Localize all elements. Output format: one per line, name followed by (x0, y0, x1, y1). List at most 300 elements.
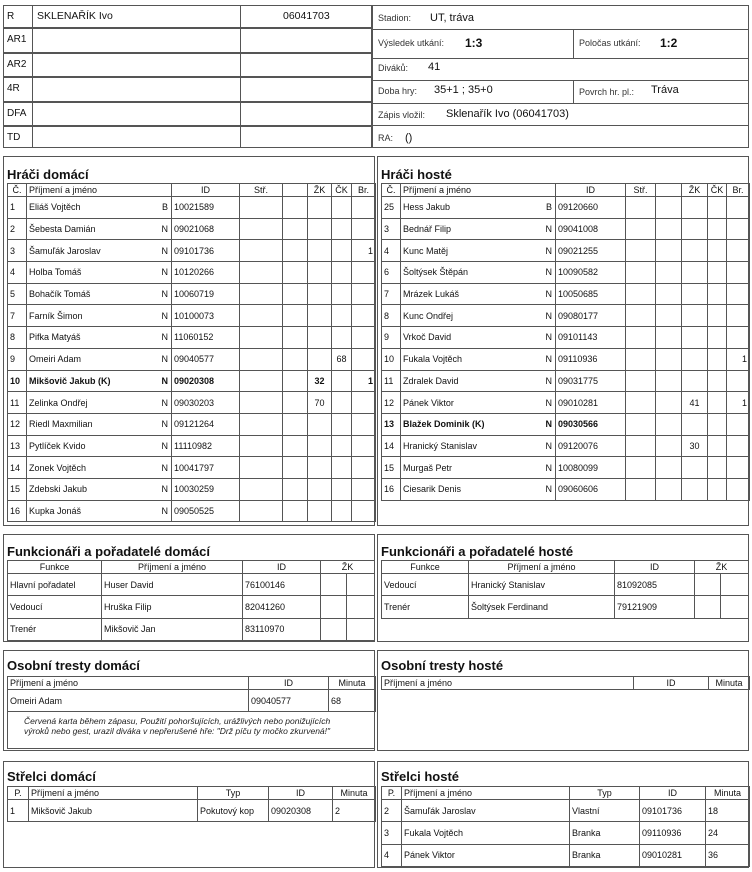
penalty-id: 09040577 (249, 690, 329, 712)
player-name: Vrkoč David (403, 332, 452, 343)
scorer-p: 4 (382, 844, 402, 866)
table-row (8, 218, 376, 240)
player-ck (708, 413, 727, 435)
stadium-label: Stadion: (378, 13, 412, 23)
player-extra (656, 197, 682, 219)
ra-value: () (405, 132, 413, 144)
scorer-id: 09020308 (269, 800, 333, 822)
table-row (8, 500, 376, 522)
player-name-cell (27, 392, 172, 414)
player-extra (283, 262, 308, 284)
functionaries-home-table (7, 560, 375, 641)
player-str (240, 500, 283, 522)
player-br (727, 218, 750, 240)
player-id: 09060606 (556, 478, 626, 500)
player-extra (283, 413, 308, 435)
player-id: 09110936 (556, 348, 626, 370)
scorer-type: Pokutový kop (198, 800, 269, 822)
player-id: 11110982 (172, 435, 240, 457)
player-zk (682, 240, 708, 262)
player-num: 3 (382, 218, 401, 240)
function-extra (347, 618, 375, 640)
table-row (8, 283, 376, 305)
table-row (8, 197, 376, 219)
ra-label: RA: (378, 133, 394, 143)
table-row (382, 844, 750, 866)
surface-value: Tráva (651, 84, 679, 96)
player-str (240, 435, 283, 457)
function-role: Trenér (382, 596, 469, 618)
col-p: P. (8, 787, 29, 800)
scorer-name: Šamuľák Jaroslav (402, 800, 570, 822)
player-name-cell (27, 327, 172, 349)
official-name-cell (32, 77, 241, 102)
official-id-cell (240, 77, 372, 102)
player-str (626, 413, 656, 435)
player-extra (656, 305, 682, 327)
player-str (240, 392, 283, 414)
player-str (626, 262, 656, 284)
player-ck (708, 305, 727, 327)
official-role: R (7, 11, 15, 22)
player-ck (332, 435, 352, 457)
player-zk (308, 283, 332, 305)
player-name: Farník Šimon (29, 310, 83, 321)
player-id: 10100073 (172, 305, 240, 327)
player-name: Hess Jakub (403, 202, 451, 213)
player-num: 9 (8, 348, 27, 370)
table-row (382, 435, 750, 457)
player-zk (308, 500, 332, 522)
player-zk (682, 305, 708, 327)
penalties-away-title: Osobní tresty hosté (381, 658, 504, 673)
player-flag: N (161, 419, 168, 430)
player-str (240, 197, 283, 219)
player-num: 10 (382, 348, 401, 370)
player-str (240, 478, 283, 500)
col-str: Stř. (240, 184, 283, 197)
table-row (8, 262, 376, 284)
function-extra (347, 596, 375, 618)
player-id: 11060152 (172, 327, 240, 349)
table-row (382, 574, 749, 596)
player-ck: 68 (332, 348, 352, 370)
player-name-cell (27, 197, 172, 219)
player-str (626, 348, 656, 370)
player-flag: N (545, 354, 552, 365)
col-id: ID (615, 561, 695, 574)
player-name: Bohačík Tomáš (29, 289, 91, 300)
player-br (727, 413, 750, 435)
table-row (8, 478, 376, 500)
table-row (382, 822, 750, 844)
function-zk (321, 574, 347, 596)
player-extra (283, 457, 308, 479)
table-row (382, 348, 750, 370)
player-br: 1 (727, 392, 750, 414)
player-br: 1 (352, 240, 376, 262)
table-row (382, 800, 750, 822)
player-name-cell (401, 457, 556, 479)
col-zk: ŽK (308, 184, 332, 197)
penalty-name: Omeiri Adam (8, 690, 249, 712)
player-ck (708, 348, 727, 370)
player-br (352, 283, 376, 305)
player-id: 10021589 (172, 197, 240, 219)
function-zk (321, 618, 347, 640)
player-id: 09101736 (172, 240, 240, 262)
player-extra (283, 478, 308, 500)
player-name-cell (401, 240, 556, 262)
table-row (382, 457, 750, 479)
player-id: 09021255 (556, 240, 626, 262)
table-row (8, 596, 375, 618)
official-role: AR1 (7, 34, 27, 45)
scorer-minute: 24 (706, 822, 750, 844)
player-num: 5 (8, 283, 27, 305)
player-str (240, 348, 283, 370)
player-flag: N (545, 419, 552, 430)
function-zk (321, 596, 347, 618)
player-extra (283, 435, 308, 457)
player-br (352, 435, 376, 457)
player-num: 14 (382, 435, 401, 457)
table-row (8, 690, 376, 712)
player-br (727, 283, 750, 305)
player-num: 16 (8, 500, 27, 522)
player-id: 09101143 (556, 327, 626, 349)
col-id: ID (556, 184, 626, 197)
player-str (240, 305, 283, 327)
function-extra (721, 596, 749, 618)
player-br (352, 262, 376, 284)
player-extra (283, 240, 308, 262)
player-ck (332, 262, 352, 284)
player-id: 09120660 (556, 197, 626, 219)
col-name: Příjmení a jméno (27, 184, 172, 197)
col-num: Č. (8, 184, 27, 197)
scorers-away-table (381, 786, 750, 867)
col-name: Příjmení a jméno (402, 787, 570, 800)
scorer-name: Fukala Vojtěch (402, 822, 570, 844)
player-id: 09010281 (556, 392, 626, 414)
table-row (382, 327, 750, 349)
player-br (352, 457, 376, 479)
table-row (8, 370, 376, 392)
player-num: 6 (382, 262, 401, 284)
player-flag: N (545, 332, 552, 343)
functionaries-home-title: Funkcionáři a pořadatelé domácí (7, 544, 210, 559)
scorer-id: 09010281 (640, 844, 706, 866)
player-zk (308, 348, 332, 370)
table-row (382, 392, 750, 414)
player-name-cell (27, 348, 172, 370)
function-id: 79121909 (615, 596, 695, 618)
player-flag: N (161, 354, 168, 365)
function-id: 82041260 (243, 596, 321, 618)
player-ck (708, 283, 727, 305)
player-extra (283, 327, 308, 349)
player-id: 10050685 (556, 283, 626, 305)
player-name: Zelinka Ondřej (29, 397, 88, 408)
player-zk (308, 262, 332, 284)
player-br (352, 348, 376, 370)
official-name: SKLENAŘÍK Ivo (37, 10, 113, 22)
player-extra (283, 370, 308, 392)
col-name: Příjmení a jméno (8, 677, 249, 690)
player-extra (656, 478, 682, 500)
player-num: 25 (382, 197, 401, 219)
player-str (240, 327, 283, 349)
player-ck (708, 478, 727, 500)
player-ck (332, 218, 352, 240)
scorer-minute: 36 (706, 844, 750, 866)
player-extra (656, 457, 682, 479)
player-zk (308, 218, 332, 240)
player-flag: B (545, 202, 552, 213)
player-id: 09041008 (556, 218, 626, 240)
player-name-cell (27, 283, 172, 305)
player-num: 15 (382, 457, 401, 479)
player-name-cell (401, 197, 556, 219)
scorer-p: 2 (382, 800, 402, 822)
result-label: Výsledek utkání: (378, 38, 445, 48)
player-ck (708, 392, 727, 414)
player-flag: N (545, 397, 552, 408)
player-ck (332, 392, 352, 414)
player-br (727, 478, 750, 500)
official-name-cell (32, 102, 241, 126)
function-name: Šoltýsek Ferdinand (469, 596, 615, 618)
player-ck (708, 435, 727, 457)
players-home-title: Hráči domácí (7, 167, 89, 182)
player-name-cell (27, 262, 172, 284)
player-flag: N (545, 375, 552, 386)
table-row (8, 305, 376, 327)
player-str (626, 435, 656, 457)
player-br (352, 500, 376, 522)
official-id-cell (240, 102, 372, 126)
official-name-cell (32, 53, 241, 77)
penalty-note: Červená karta během zápasu, Použití pohoršujících, urážlivých nebo ponižujících výroků nebo gest, urazil diváka v nepřerušené hře: "Drž píču ty močko zkurvená!" (24, 716, 331, 736)
functionaries-away-section (377, 534, 749, 642)
player-num: 1 (8, 197, 27, 219)
player-name-cell (401, 435, 556, 457)
col-func: Funkce (382, 561, 469, 574)
player-id: 09050525 (172, 500, 240, 522)
function-name: Huser David (102, 574, 243, 596)
player-name-cell (401, 478, 556, 500)
player-name: Pytlíček Kvido (29, 440, 86, 451)
player-ck (332, 500, 352, 522)
player-num: 13 (8, 435, 27, 457)
player-br (352, 478, 376, 500)
player-id: 09120076 (556, 435, 626, 457)
function-zk (695, 596, 721, 618)
col-ck: ČK (332, 184, 352, 197)
player-str (626, 478, 656, 500)
official-id-cell (240, 53, 372, 77)
player-name: Blažek Dominik (K) (403, 419, 485, 430)
player-zk (308, 413, 332, 435)
player-id: 10060719 (172, 283, 240, 305)
player-flag: N (161, 310, 168, 321)
player-num: 4 (8, 262, 27, 284)
player-name-cell (27, 370, 172, 392)
function-id: 76100146 (243, 574, 321, 596)
player-zk (682, 262, 708, 284)
col-id: ID (172, 184, 240, 197)
player-str (240, 283, 283, 305)
player-name: Šamuľák Jaroslav (29, 245, 101, 256)
player-num: 11 (8, 392, 27, 414)
player-br (352, 197, 376, 219)
player-str (626, 327, 656, 349)
player-name-cell (27, 240, 172, 262)
table-row (382, 478, 750, 500)
player-name: Pánek Viktor (403, 397, 454, 408)
player-flag: N (545, 245, 552, 256)
function-name: Mikšovič Jan (102, 618, 243, 640)
player-name: Hranický Stanislav (403, 440, 478, 451)
player-ck (332, 240, 352, 262)
player-ck (708, 197, 727, 219)
player-extra (656, 392, 682, 414)
player-flag: B (161, 202, 168, 213)
penalty-minute: 68 (329, 690, 376, 712)
player-str (240, 370, 283, 392)
player-id: 09040577 (172, 348, 240, 370)
player-zk (682, 327, 708, 349)
player-num: 15 (8, 478, 27, 500)
player-br (727, 240, 750, 262)
function-zk (695, 574, 721, 596)
player-str (626, 197, 656, 219)
player-flag: N (161, 224, 168, 235)
col-str: Stř. (626, 184, 656, 197)
player-extra (656, 218, 682, 240)
player-str (240, 262, 283, 284)
official-id-cell (240, 28, 372, 53)
player-name-cell (401, 392, 556, 414)
scorers-away-title: Střelci hosté (381, 769, 460, 784)
player-zk (682, 283, 708, 305)
player-name-cell (401, 370, 556, 392)
col-id: ID (243, 561, 321, 574)
player-name: Mikšovič Jakub (K) (29, 375, 111, 386)
player-extra (283, 283, 308, 305)
player-flag: N (545, 289, 552, 300)
col-zk: ŽK (321, 561, 375, 574)
player-name-cell (27, 457, 172, 479)
col-name: Příjmení a jméno (401, 184, 556, 197)
official-role: TD (7, 132, 21, 143)
col-name: Příjmení a jméno (469, 561, 615, 574)
col-minute: Minuta (329, 677, 376, 690)
player-id: 09030203 (172, 392, 240, 414)
player-extra (283, 305, 308, 327)
player-str (240, 457, 283, 479)
player-br (352, 305, 376, 327)
player-num: 10 (8, 370, 27, 392)
col-type: Typ (570, 787, 640, 800)
official-name-cell (32, 28, 241, 53)
col-type: Typ (198, 787, 269, 800)
player-zk (308, 327, 332, 349)
table-row (8, 240, 376, 262)
player-name-cell (401, 348, 556, 370)
player-id: 10030259 (172, 478, 240, 500)
player-extra (283, 500, 308, 522)
scorer-type: Vlastní (570, 800, 640, 822)
player-flag: N (161, 267, 168, 278)
table-row (8, 618, 375, 640)
player-num: 13 (382, 413, 401, 435)
player-zk (308, 240, 332, 262)
player-ck (708, 370, 727, 392)
player-br (727, 435, 750, 457)
player-name-cell (27, 478, 172, 500)
player-br (727, 327, 750, 349)
player-num: 9 (382, 327, 401, 349)
player-ck (332, 283, 352, 305)
player-br: 1 (352, 370, 376, 392)
player-name: Omeiri Adam (29, 354, 82, 365)
player-ck (332, 478, 352, 500)
player-str (626, 457, 656, 479)
duration-label: Doba hry: (378, 86, 418, 96)
col-minute: Minuta (709, 677, 750, 690)
scorers-home-table (7, 786, 376, 822)
col-id: ID (640, 787, 706, 800)
player-zk (682, 478, 708, 500)
player-flag: N (545, 484, 552, 495)
player-ck (708, 457, 727, 479)
table-row (382, 283, 750, 305)
player-zk (308, 197, 332, 219)
player-name-cell (27, 500, 172, 522)
penalties-home-section (3, 650, 375, 751)
player-num: 16 (382, 478, 401, 500)
duration-value: 35+1 ; 35+0 (434, 84, 493, 96)
player-str (626, 370, 656, 392)
player-id: 09121264 (172, 413, 240, 435)
player-flag: N (161, 375, 168, 386)
player-num: 3 (8, 240, 27, 262)
player-ck (708, 262, 727, 284)
player-name-cell (27, 218, 172, 240)
player-br: 1 (727, 348, 750, 370)
table-row (8, 574, 375, 596)
player-extra (283, 218, 308, 240)
player-name-cell (401, 305, 556, 327)
col-num: Č. (382, 184, 401, 197)
player-flag: N (161, 397, 168, 408)
col-name: Příjmení a jméno (29, 787, 198, 800)
function-role: Vedoucí (8, 596, 102, 618)
player-br (727, 305, 750, 327)
table-row (382, 197, 750, 219)
player-flag: N (545, 462, 552, 473)
player-name-cell (401, 218, 556, 240)
player-num: 8 (382, 305, 401, 327)
player-name-cell (27, 305, 172, 327)
table-row (8, 392, 376, 414)
player-str (626, 283, 656, 305)
player-name: Zonek Vojtěch (29, 462, 87, 473)
players-away-section (377, 156, 749, 526)
functionaries-away-title: Funkcionáři a pořadatelé hosté (381, 544, 574, 559)
